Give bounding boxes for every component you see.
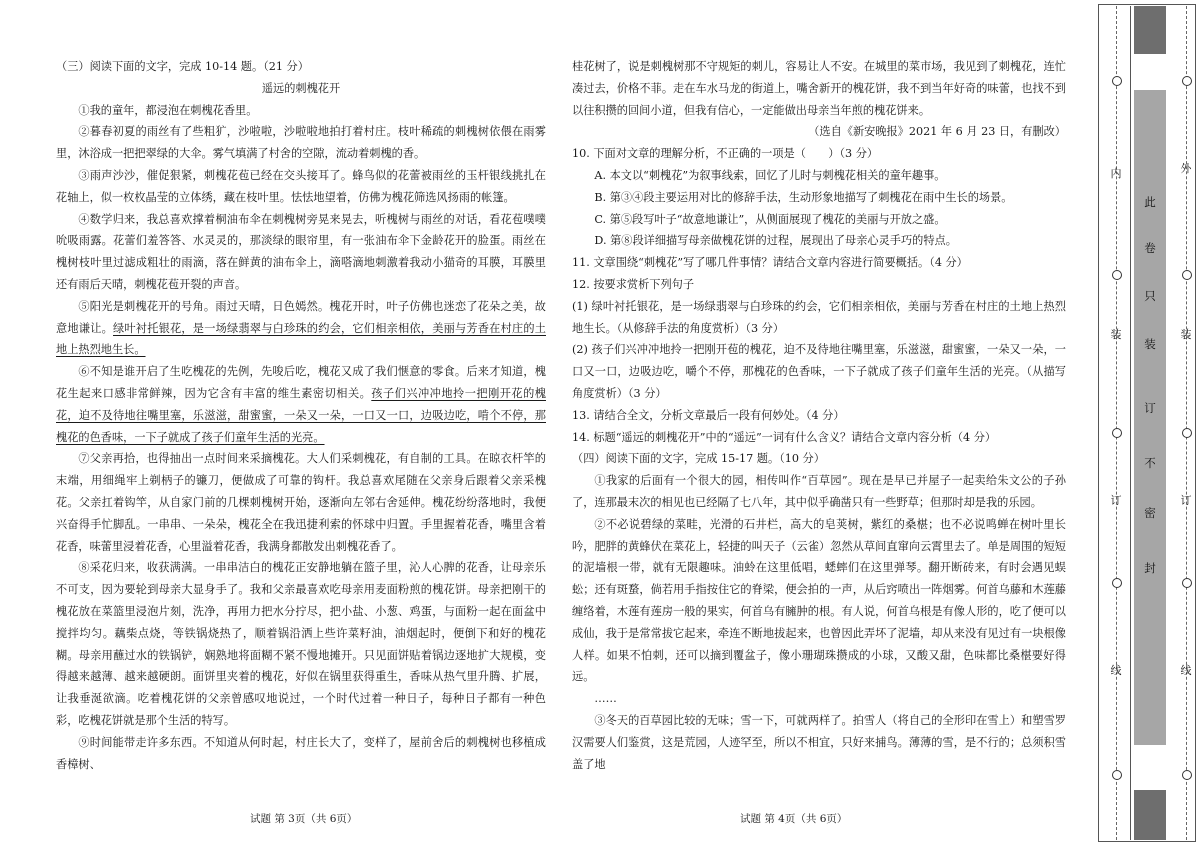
paragraph: 桂花树了，说是刺槐树那不守规矩的刺儿，容易让人不安。在城里的菜市场，我见到了刺槐花，连忙凑过去，价格不菲。走在车水马龙的街道上，嘴舍新开的槐花饼，我不到当年好奇的味蕾，也找不到以往积攒的回间小道，但我有信心，一定能做出母亲当年煎的槐花饼来。 xyxy=(572,60,1066,117)
paragraph xyxy=(56,361,546,448)
band-char: 此 xyxy=(1144,195,1156,209)
paragraph xyxy=(56,296,546,361)
binding-hole xyxy=(1182,428,1192,438)
question-13: 13. 请结合全文，分析文章最后一段有何妙处。（4 分） xyxy=(572,408,845,422)
option-a: A. 本文以“刺槐花”为叙事线索，回忆了儿时与刺槐花相关的童年趣事。 xyxy=(594,168,946,182)
section-header: （三）阅读下面的文字，完成 10-14 题。（21 分） xyxy=(56,60,309,73)
ellipsis: …… xyxy=(594,692,617,706)
paragraph: ②不必说碧绿的菜畦，光滑的石井栏，高大的皂荚树，紫红的桑椹；也不必说鸣蝉在树叶里长吟，肥胖的黄蜂伏在菜花上，轻捷的叫天子（云雀）忽然从草间直窜向云霄里去了。单是周围的短短的泥墙根一带，就有无限趣味。油蛉在这里低唱，蟋蟀们在这里弹琴。翻开断砖来，有时会遇见蜈蚣；还有斑蝥，倘若用手指按住它的脊梁，便会拍的一声，从后窍喷出一阵烟雾。何首乌藤和木莲藤缠络着，木莲有莲房一般的果实，何首乌有臃肿的根。有人说，何首乌根是有像人形的，吃了便可以成仙，我于是常常拔它起来，牵连不断地拔起来，也曾因此弄坏了泥墙，却从来没有见过有一块根像人样。如果不怕刺，还可以摘到覆盆子，像小珊瑚珠攒成的小球，又酸又甜，色味都比桑椹要好得远。 xyxy=(572,517,1066,684)
band-char: 订 xyxy=(1144,401,1156,415)
middle-column xyxy=(572,56,1066,775)
binding-label: 订 xyxy=(1110,494,1122,507)
binding-hole xyxy=(1112,76,1122,86)
band-char: 装 xyxy=(1144,337,1156,351)
binding-hole xyxy=(1112,270,1122,280)
section-header: （四）阅读下面的文字，完成 15-17 题。（10 分） xyxy=(572,452,825,466)
binding-label: 线 xyxy=(1180,664,1192,677)
band-char: 密 xyxy=(1144,506,1156,520)
question-12-2: (2) 孩子们兴冲冲地拎一把刚开苞的槐花，迫不及待地往嘴里塞，乐滋滋，甜蜜蜜，一朵又一朵，一口又一口，边吸边吃，嚼个不停，那槐花的色香味，一下子就成了孩子们童年生活的光亮。（从描写角度赏析）（3 分） xyxy=(572,343,1066,400)
question-12: 12. 按要求赏析下列句子 xyxy=(572,277,695,291)
band-char: 不 xyxy=(1144,456,1156,470)
paragraph: ①我的童年，都浸泡在刺槐花香里。 xyxy=(78,103,258,117)
band-char: 只 xyxy=(1144,289,1156,303)
question-14: 14. 标题“遥远的刺槐花开”中的“遥远”一词有什么含义？请结合文章内容分析（4 分） xyxy=(572,430,997,444)
underlined-sentence: 绿叶衬托银花，是一场绿翡翠与白珍珠的约会，它们相亲相依，美丽与芳香在村庄的土地上热烈地生长。 xyxy=(56,321,546,357)
paragraph: ③冬天的百草园比较的无味；雪一下，可就两样了。拍雪人（将自己的全形印在雪上）和塑雪罗汉需要人们鉴赏，这是荒园，人迹罕至，所以不相宜，只好来捕鸟。薄薄的雪，是不行的；总须积雪盖了地 xyxy=(572,713,1066,771)
option-b: B. 第③④段主要运用对比的修辞手法，生动形象地描写了刺槐花在雨中生长的场景。 xyxy=(594,190,1013,204)
paragraph: ②暮春初夏的雨丝有了些粗犷，沙啦啦，沙啦啦地拍打着村庄。枝叶稀疏的刺槐树依偎在雨雾里，沐浴成一把把翠绿的大伞。雾气填满了村舍的空隙，流动着刺槐的香。 xyxy=(56,125,546,161)
band-char: 封 xyxy=(1144,561,1156,575)
question-11: 11. 文章围绕“刺槐花”写了哪几件事情？请结合文章内容进行简要概括。（4 分） xyxy=(572,256,968,270)
option-d: D. 第⑧段详细描写母亲做槐花饼的过程，展现出了母亲心灵手巧的特点。 xyxy=(594,234,957,248)
paragraph-text: ⑤阳光是刺槐花开的号角。雨过天晴，日色嫣然。槐花开时，叶子仿佛也迷恋了花朵之美，故意地谦让。 xyxy=(56,299,546,335)
binding-label: 订 xyxy=(1180,494,1192,507)
band-char: 卷 xyxy=(1144,241,1156,255)
binding-band-top xyxy=(1134,6,1166,54)
paragraph: ⑨时间能带走许多东西。不知道从何时起，村庄长大了，变样了，屋前舍后的刺槐树也移植成香樟树、 xyxy=(56,735,546,771)
binding-label: 装 xyxy=(1180,328,1192,341)
binding-label: 内 xyxy=(1110,167,1122,180)
page-footer-left: 试题 第 3页（共 6页） xyxy=(250,813,358,825)
binding-dash-line-outer xyxy=(1186,6,1187,840)
paragraph: ④数学归来，我总喜欢撑着桐油布伞在刺槐树旁晃来晃去，听槐树与雨丝的对话，看花苞噗噗吮吸雨露。花蕾们羞答答、水灵灵的，那淡绿的眼帘里，有一张油布伞下金龄花开的脸蛋。雨丝在槐树枝叶里过滤成粗壮的雨滴，落在鲜黄的油布伞上，滴嗒滴地刺激着我动小猫奇的耳膜，耳膜里还有雨后天晴，刺槐花苞开裂的声音。 xyxy=(56,212,546,291)
binding-label: 线 xyxy=(1110,664,1122,677)
paragraph: ⑧采花归来，收获满满。一串串洁白的槐花正安静地躺在篮子里，沁人心脾的花香，让母亲乐不可支，因为要轮到母亲大显身手了。我和父亲最喜欢吃母亲用麦面粉煎的槐花饼。母亲把刚干的槐花放在菜篮里浸泡片刻，洗净，再用力把水分拧尽，把小盐、小葱、鸡蛋，与面粉一起在面盆中搅拌均匀。藕柴点烧，等铁锅烧热了，顺着锅沿洒上些许菜籽油，油烟起时，便倒下和好的槐花糊。母亲用蘸过水的铁锅铲，娴熟地将面糊不紧不慢地摊开。只见面饼贴着锅边逐地扩大规模，变得越来越薄、越来越硬朗。面饼里夹着的槐花，好似在锅里获得重生，香味从热气里升腾、扩展，让我垂涎欲滴。吃着槐花饼的父亲曾感叹地说过，一个时代过着一种日子，每种日子都有一种色彩，吃槐花饼就是那个生活的特写。 xyxy=(56,561,546,727)
question-12-1: (1) 绿叶衬托银花，是一场绿翡翠与白珍珠的约会，它们相亲相依，美丽与芳香在村庄的土地上热烈地生长。（从修辞手法的角度赏析）（3 分） xyxy=(572,299,1066,335)
article-title: 遥远的刺槐花开 xyxy=(261,81,341,95)
page-footer-mid: 试题 第 4页（共 6页） xyxy=(740,813,848,825)
paragraph: ⑦父亲再拾，也得抽出一点时间来采摘槐花。大人们采刺槐花，有自制的工具。在晾衣杆竿的末端，用细绳牢上剃柄子的镰刀，便做成了可靠的钩杆。我总喜欢尾随在父亲身后跟着父亲采槐花。父亲扛着钩竿，从自家门前的几棵刺槐树开始，逐渐向左邻右舍延伸。槐花纷纷落地时，我便兴奋得手忙脚乱。一串串、一朵朵，槐花全在我迅捷利索的怀球中归置。手里握着花香，嘴里含着花香，味蕾里浸着花香，心里溢着花香，我满身都散发出刺槐花香了。 xyxy=(56,452,546,553)
binding-hole xyxy=(1182,770,1192,780)
binding-hole xyxy=(1112,770,1122,780)
binding-hole xyxy=(1182,270,1192,280)
binding-label: 外 xyxy=(1180,162,1192,175)
paragraph: ①我家的后面有一个很大的园，相传叫作“百草园”。现在是早已并屋子一起卖给朱文公的子孙了，连那最末次的相见也已经隔了七八年，其中似乎确凿只有一些野草；但那时却是我的乐园。 xyxy=(572,474,1066,509)
binding-dash-line-inner xyxy=(1116,6,1117,840)
left-column xyxy=(56,56,546,775)
binding-hole xyxy=(1112,428,1122,438)
binding-band-gray xyxy=(1134,90,1166,745)
binding-hole xyxy=(1182,578,1192,588)
paragraph: ③雨声沙沙，催促狠紧，刺槐花苞已经在交头接耳了。蜂鸟似的花蕾被雨丝的玉杆银线挑扎在花轴上，似一枚枚晶莹的立体绣，藏在枝叶里。怯怯地望着，仿佛为槐花筛选风扬雨的帐篷。 xyxy=(56,168,546,204)
paragraph-text: ⑥不知是谁开启了生吃槐花的先例，先唆后吃，槐花又成了我们惬意的零食。后来才知道，槐花生起来口感非常鲜辣，因为它含有丰富的维生素密切相关。 xyxy=(56,365,546,400)
option-c: C. 第⑤段写叶子“故意地谦让”，从侧面展现了槐花的美丽与开放之盛。 xyxy=(594,212,946,226)
underlined-sentence: 孩子们兴冲冲地拎一把刚开花的槐花，迫不及待地往嘴里塞，乐滋滋，甜蜜蜜，一朵又一朵，一口又一口，边吸边吃，啃个不停，那槐花的色香味，一下子就成了孩子们童年生活的光亮。 xyxy=(56,386,546,444)
binding-band-bottom xyxy=(1134,790,1166,840)
binding-hole xyxy=(1112,578,1122,588)
question-10: 10. 下面对文章的理解分析，不正确的一项是（ ）（3 分） xyxy=(572,147,879,161)
binding-label: 装 xyxy=(1110,328,1122,341)
binding-hole xyxy=(1182,76,1192,86)
source-note: （选自《新安晚报》2021 年 6 月 23 日，有删改） xyxy=(808,125,1066,139)
